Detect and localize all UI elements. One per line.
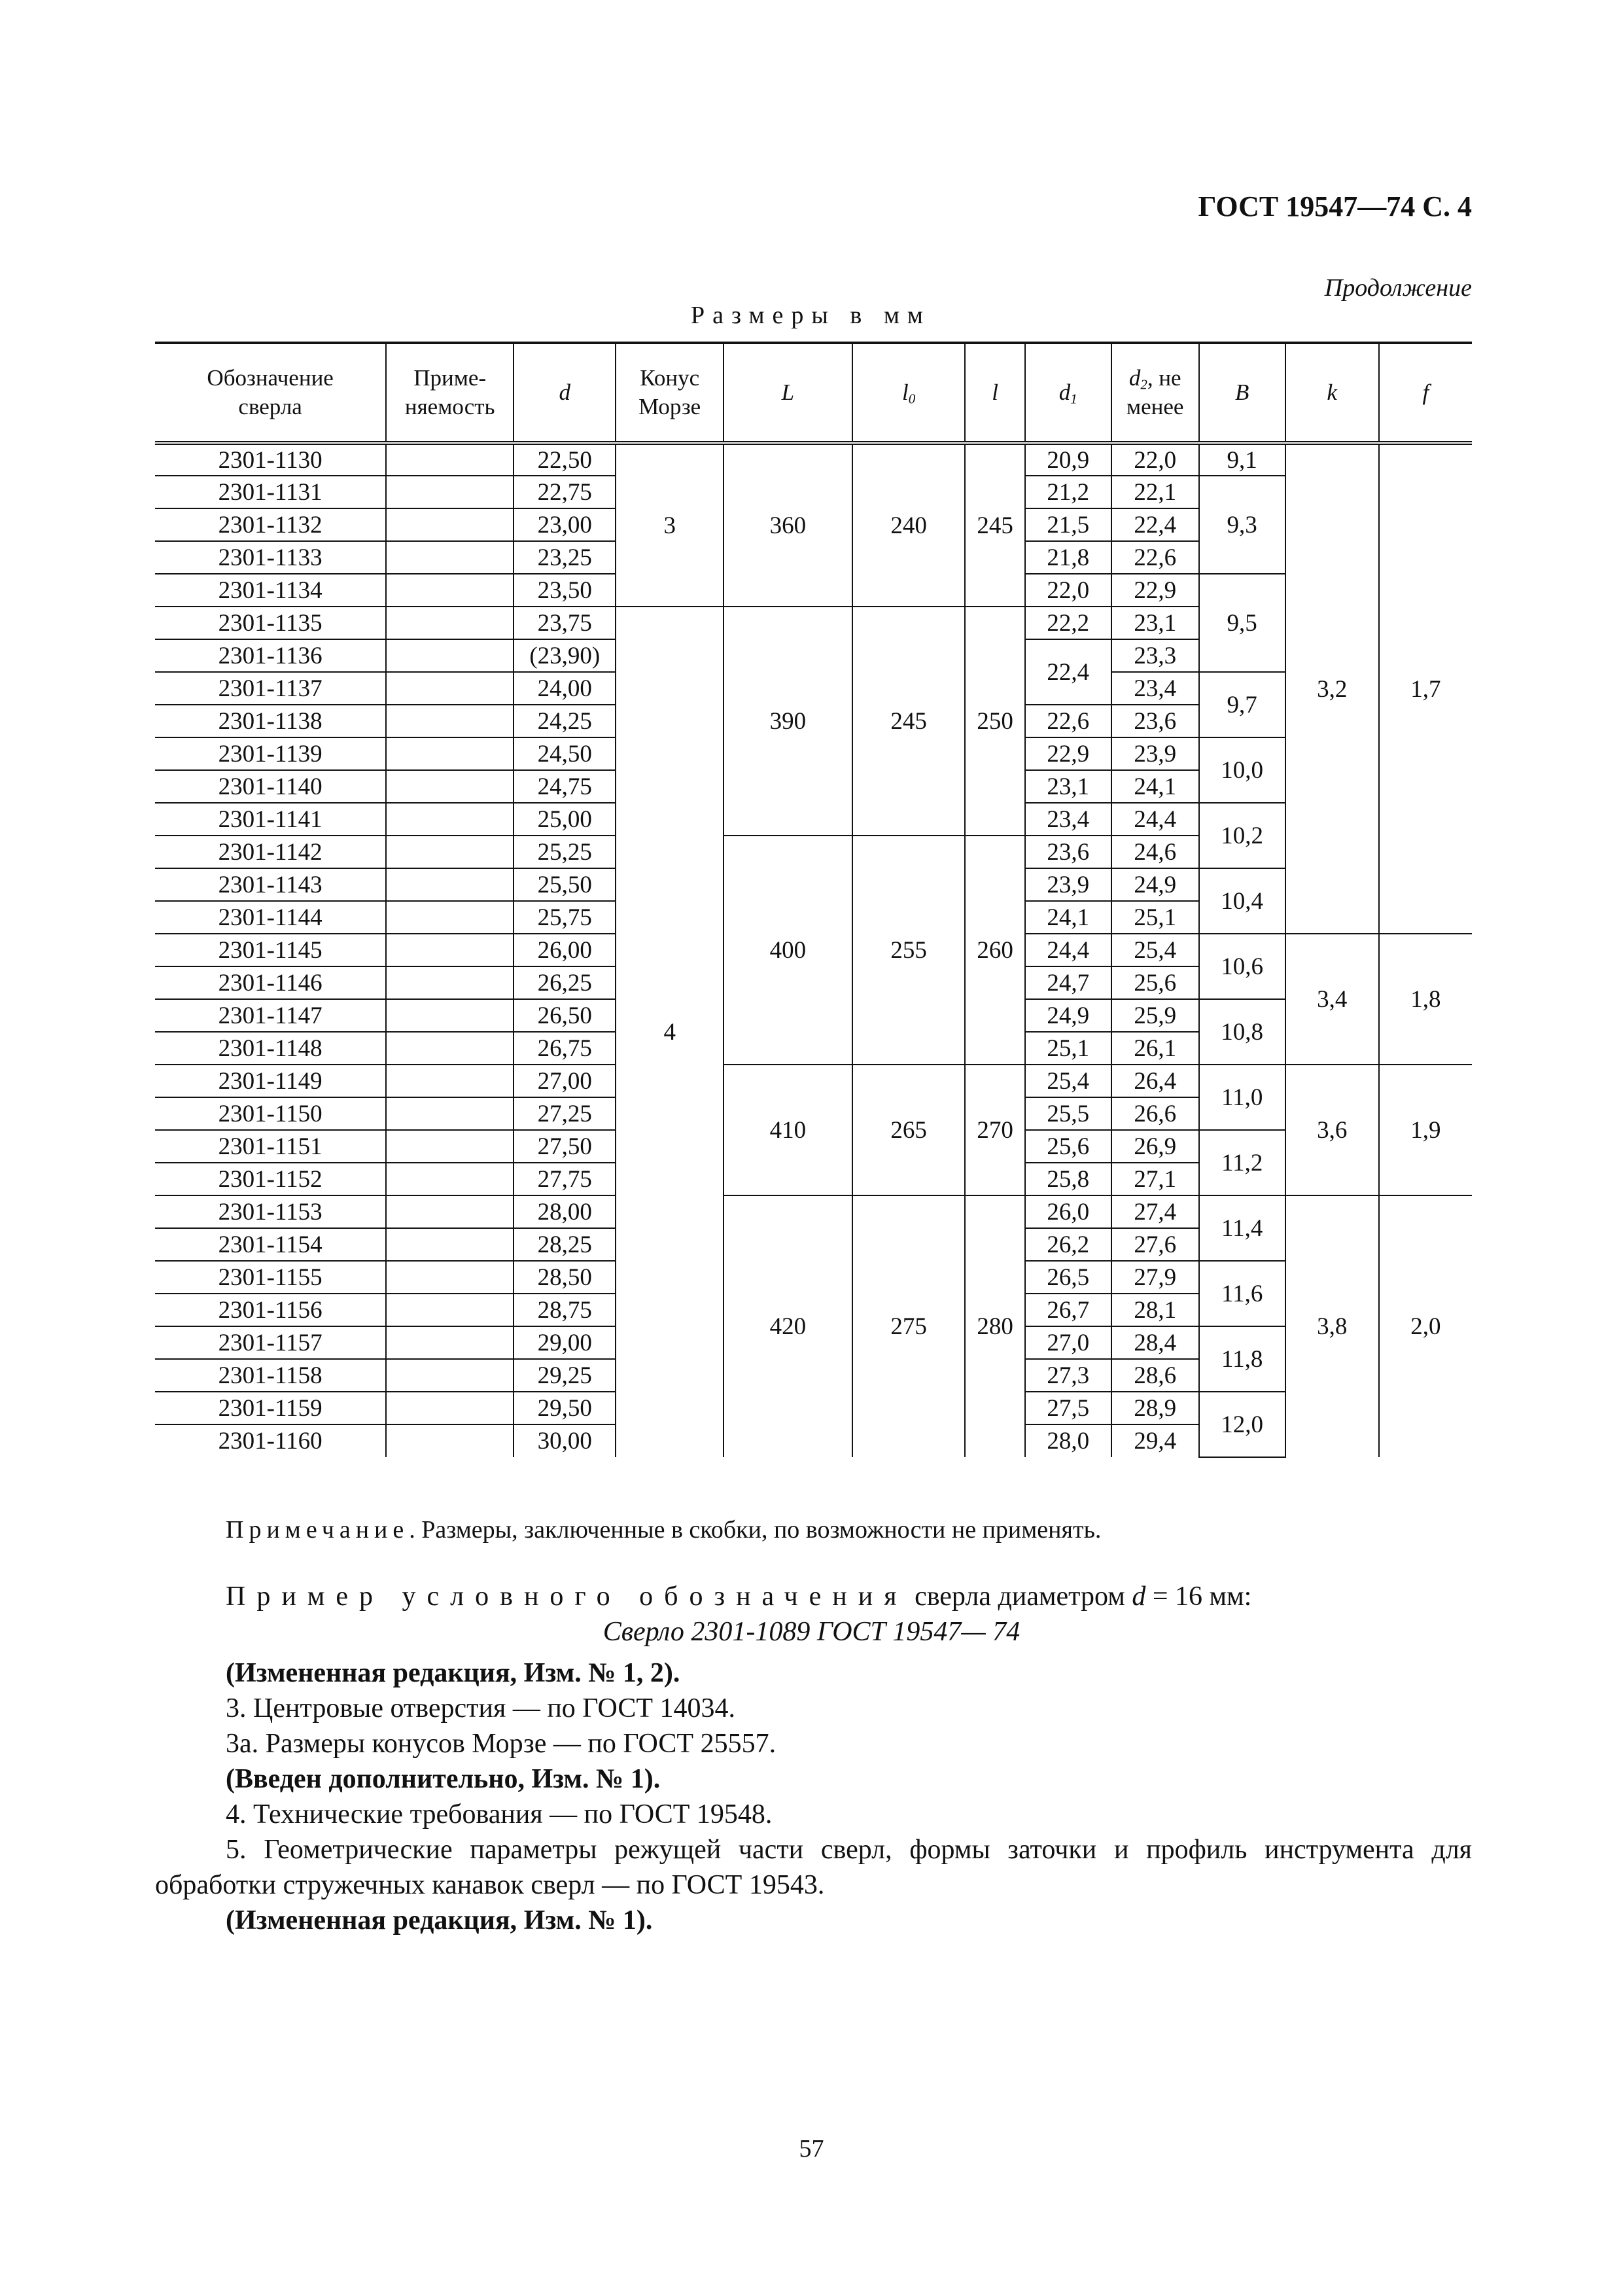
cell-l0: 265 [852, 1065, 966, 1195]
cell-designation: 2301-1152 [155, 1163, 386, 1195]
cell-d2: 27,9 [1111, 1261, 1199, 1294]
cell-d: 24,25 [514, 705, 616, 737]
cell-l: 245 [965, 443, 1024, 607]
cell-d: 27,50 [514, 1130, 616, 1163]
cell-k: 3,4 [1285, 934, 1379, 1065]
cell-d: 27,75 [514, 1163, 616, 1195]
header-f: f [1379, 343, 1472, 443]
cell-d: (23,90) [514, 639, 616, 672]
cell-d2: 22,1 [1111, 476, 1199, 508]
cell-designation: 2301-1136 [155, 639, 386, 672]
cell-d2: 22,9 [1111, 574, 1199, 607]
cell-d2: 28,6 [1111, 1359, 1199, 1392]
cell-l0: 240 [852, 443, 966, 607]
cell-d2: 27,6 [1111, 1228, 1199, 1261]
cell-designation: 2301-1137 [155, 672, 386, 705]
cell-d1: 23,6 [1025, 836, 1111, 868]
cell-B: 11,2 [1199, 1130, 1285, 1195]
cell-d2: 23,9 [1111, 737, 1199, 770]
cell-d1: 22,2 [1025, 607, 1111, 639]
amendment-note-2: (Измененная редакция, Изм. № 1). [226, 1905, 653, 1935]
cell-d2: 25,6 [1111, 966, 1199, 999]
cell-d1: 20,9 [1025, 443, 1111, 476]
cell-d: 26,50 [514, 999, 616, 1032]
cell-designation: 2301-1151 [155, 1130, 386, 1163]
cell-morse: 4 [616, 607, 723, 1457]
cell-applicability [386, 1261, 514, 1294]
cell-designation: 2301-1160 [218, 1428, 323, 1455]
cell-d1: 26,7 [1025, 1294, 1111, 1326]
cell-k: 3,2 [1285, 443, 1379, 934]
cell-f: 1,9 [1379, 1065, 1472, 1195]
cell-applicability [386, 1424, 514, 1457]
cell-designation: 2301-1158 [155, 1359, 386, 1392]
cell-d2: 27,4 [1111, 1195, 1199, 1228]
cell-applicability [386, 966, 514, 999]
cell-designation: 2301-1141 [155, 803, 386, 836]
table-row [155, 443, 1472, 476]
drill-dimensions-table [155, 342, 1472, 1458]
cell-d2: 26,9 [1111, 1130, 1199, 1163]
header-d: d [514, 343, 616, 443]
cell-d2: 24,4 [1111, 803, 1199, 836]
cell-d: 26,25 [514, 966, 616, 999]
cell-d2: 26,6 [1111, 1097, 1199, 1130]
cell-applicability [386, 1065, 514, 1097]
cell-d: 23,75 [514, 607, 616, 639]
center-holes-item: 3. Центровые отверстия — по ГОСТ 14034. [226, 1693, 736, 1723]
cell-k: 3,6 [1285, 1065, 1379, 1195]
cell-designation: 2301-1159 [155, 1392, 386, 1424]
cell-B: 9,1 [1199, 443, 1285, 476]
cell-d1: 22,6 [1025, 705, 1111, 737]
cell-d2: 24,1 [1111, 770, 1199, 803]
cell-d2: 23,3 [1111, 639, 1199, 672]
cell-designation: 2301-1145 [155, 934, 386, 966]
cell-d1: 21,5 [1025, 508, 1111, 541]
cell-d1: 23,1 [1025, 770, 1111, 803]
cell-d: 22,50 [514, 443, 616, 476]
cell-L: 420 [724, 1195, 852, 1457]
cell-d: 25,50 [514, 868, 616, 901]
cell-designation: 2301-1139 [155, 737, 386, 770]
cell-d1: 27,3 [1025, 1359, 1111, 1392]
cell-L: 400 [724, 836, 852, 1065]
cell-d1: 23,4 [1025, 803, 1111, 836]
added-note: (Введен дополнительно, Изм. № 1). [226, 1764, 661, 1794]
cell-l0: 255 [852, 836, 966, 1065]
cell-B: 9,3 [1199, 476, 1285, 574]
cell-l0: 275 [852, 1195, 966, 1457]
cell-d1: 22,4 [1025, 639, 1111, 705]
cell-L: 360 [724, 443, 852, 607]
cell-d2: 23,1 [1111, 607, 1199, 639]
cell-designation: 2301-1147 [155, 999, 386, 1032]
table-row [155, 1065, 1472, 1097]
cell-l: 270 [965, 1065, 1024, 1195]
cell-l: 260 [965, 836, 1024, 1065]
header-designation: Обозначение сверла [155, 343, 386, 443]
cell-B: 12,0 [1199, 1392, 1285, 1457]
amendment-note: (Измененная редакция, Изм. № 1, 2). [226, 1658, 680, 1688]
cell-d1: 22,0 [1025, 574, 1111, 607]
cell-designation: 2301-1150 [155, 1097, 386, 1130]
cell-d: 23,00 [514, 508, 616, 541]
cell-B: 9,7 [1199, 672, 1285, 737]
cell-L: 410 [724, 1065, 852, 1195]
cell-d1: 24,7 [1025, 966, 1111, 999]
cell-d1: 28,0 [1025, 1424, 1111, 1457]
cell-l0: 245 [852, 607, 966, 836]
cell-f: 1,8 [1379, 934, 1472, 1065]
cell-d: 28,75 [514, 1294, 616, 1326]
header-L: L [724, 343, 852, 443]
header-applicability: Приме- няемость [386, 343, 514, 443]
header-d1: $d_1$ [1025, 343, 1111, 443]
requirements-text [155, 1655, 1472, 1938]
cell-d1: 27,5 [1025, 1392, 1111, 1424]
cell-d1: 26,0 [1025, 1195, 1111, 1228]
cell-B: 11,8 [1199, 1326, 1285, 1392]
cell-applicability [386, 737, 514, 770]
cell-applicability [386, 443, 514, 476]
cell-d2: 22,4 [1111, 508, 1199, 541]
cell-d: 25,00 [514, 803, 616, 836]
cell-l: 250 [965, 607, 1024, 836]
cell-d2: 28,4 [1111, 1326, 1199, 1359]
cell-d2: 24,6 [1111, 836, 1199, 868]
cell-B: 10,8 [1199, 999, 1285, 1065]
cell-d2: 22,0 [1111, 443, 1199, 476]
header-d2: $d_2$, не менее [1111, 343, 1199, 443]
cell-designation: 2301-1143 [155, 868, 386, 901]
cell-designation: 2301-1135 [155, 607, 386, 639]
cell-k: 3,8 [1285, 1195, 1379, 1457]
cell-L: 390 [724, 607, 852, 836]
cell-d2: 26,1 [1111, 1032, 1199, 1065]
cell-d: 23,50 [514, 574, 616, 607]
cell-d2: 28,1 [1111, 1294, 1199, 1326]
cell-d1: 25,1 [1025, 1032, 1111, 1065]
cell-d: 25,25 [514, 836, 616, 868]
cell-applicability [386, 639, 514, 672]
cell-d: 24,00 [514, 672, 616, 705]
cell-d: 28,25 [514, 1228, 616, 1261]
cell-l: 280 [965, 1195, 1024, 1457]
continuation-label: Продолжение [1324, 274, 1472, 302]
header-morse-taper: Конус Морзе [616, 343, 723, 443]
table-header-row [155, 343, 1472, 443]
cell-applicability [386, 672, 514, 705]
cell-applicability [386, 476, 514, 508]
cell-d1: 26,2 [1025, 1228, 1111, 1261]
header-l0: $l_0$ [852, 343, 966, 443]
page-header: ГОСТ 19547—74 С. 4 [1198, 190, 1472, 222]
cell-applicability [386, 508, 514, 541]
cell-designation: 2301-1155 [155, 1261, 386, 1294]
cell-d1: 21,8 [1025, 541, 1111, 574]
cell-d1: 23,9 [1025, 868, 1111, 901]
cell-B: 9,5 [1199, 574, 1285, 672]
cell-applicability [386, 901, 514, 934]
cell-applicability [386, 836, 514, 868]
cell-f: 1,7 [1379, 443, 1472, 934]
cell-designation: 2301-1157 [155, 1326, 386, 1359]
table-caption: Размеры в мм [691, 302, 931, 329]
cell-d1: 25,4 [1025, 1065, 1111, 1097]
table-row [155, 1195, 1472, 1228]
cell-designation: 2301-1146 [155, 966, 386, 999]
cell-applicability [386, 574, 514, 607]
cell-designation: 2301-1130 [155, 443, 386, 476]
cell-applicability [386, 1228, 514, 1261]
cell-d2: 23,4 [1111, 672, 1199, 705]
cell-applicability [386, 1163, 514, 1195]
cell-designation: 2301-1142 [155, 836, 386, 868]
cell-f: 2,0 [1379, 1195, 1472, 1457]
cell-d: 24,75 [514, 770, 616, 803]
cell-d2: 28,9 [1111, 1392, 1199, 1424]
cell-d2: 29,4 [1111, 1424, 1199, 1457]
cell-d2: 22,6 [1111, 541, 1199, 574]
cell-B: 10,0 [1199, 737, 1285, 803]
cell-applicability [386, 934, 514, 966]
cell-applicability [386, 999, 514, 1032]
cell-applicability [386, 1392, 514, 1424]
cell-d2: 25,4 [1111, 934, 1199, 966]
technical-requirements-item: 4. Технические требования — по ГОСТ 19548. [226, 1799, 773, 1829]
table-note: Примечание. Размеры, заключенные в скобки, по возможности не применять. [226, 1516, 1102, 1544]
cell-applicability [386, 1032, 514, 1065]
cell-designation: 2301-1140 [155, 770, 386, 803]
cell-designation: 2301-1133 [155, 541, 386, 574]
cell-applicability [386, 770, 514, 803]
cell-d: 28,00 [514, 1195, 616, 1228]
cell-d: 26,75 [514, 1032, 616, 1065]
cell-d1: 24,1 [1025, 901, 1111, 934]
cell-designation: 2301-1132 [155, 508, 386, 541]
cell-applicability [386, 705, 514, 737]
cell-d: 27,25 [514, 1097, 616, 1130]
cell-designation: 2301-1154 [155, 1228, 386, 1261]
cell-applicability [386, 868, 514, 901]
header-B: B [1199, 343, 1285, 443]
cell-designation: 2301-1134 [155, 574, 386, 607]
cell-d: 23,25 [514, 541, 616, 574]
page-number: 57 [799, 2135, 824, 2163]
cell-B: 11,4 [1199, 1195, 1285, 1261]
cell-d2: 25,1 [1111, 901, 1199, 934]
header-k: k [1285, 343, 1379, 443]
cell-d1: 25,5 [1025, 1097, 1111, 1130]
cell-designation: 2301-1138 [155, 705, 386, 737]
morse-taper-item: 3а. Размеры конусов Морзе — по ГОСТ 25557. [226, 1729, 777, 1759]
cell-designation: 2301-1156 [155, 1294, 386, 1326]
cell-d: 27,00 [514, 1065, 616, 1097]
cell-designation: 2301-1131 [155, 476, 386, 508]
cell-d1: 24,4 [1025, 934, 1111, 966]
designation-example: Пример условного обозначения сверла диаметром d = 16 мм: [226, 1581, 1252, 1612]
cell-B: 10,6 [1199, 934, 1285, 999]
cell-designation: 2301-1148 [155, 1032, 386, 1065]
cell-applicability [386, 1359, 514, 1392]
cell-d1: 27,0 [1025, 1326, 1111, 1359]
cell-d: 25,75 [514, 901, 616, 934]
geometric-parameters-item: 5. Геометрические параметры режущей части сверл, формы заточки и профиль инструмента для обработки стружечных канавок сверл — по ГОСТ 19543. [155, 1835, 1472, 1900]
cell-d2: 26,4 [1111, 1065, 1199, 1097]
cell-B: 11,0 [1199, 1065, 1285, 1130]
cell-applicability [386, 1097, 514, 1130]
cell-d2: 24,9 [1111, 868, 1199, 901]
cell-applicability [386, 1326, 514, 1359]
cell-d2: 27,1 [1111, 1163, 1199, 1195]
cell-d1: 22,9 [1025, 737, 1111, 770]
cell-morse: 3 [616, 443, 723, 607]
cell-d: 28,50 [514, 1261, 616, 1294]
header-l: l [965, 343, 1024, 443]
cell-d: 30,00 [514, 1424, 616, 1457]
cell-B: 11,6 [1199, 1261, 1285, 1326]
cell-d: 22,75 [514, 476, 616, 508]
cell-B: 10,2 [1199, 803, 1285, 868]
cell-d2: 23,6 [1111, 705, 1199, 737]
cell-applicability [386, 803, 514, 836]
cell-d: 24,50 [514, 737, 616, 770]
cell-applicability [386, 541, 514, 574]
cell-d1: 25,6 [1025, 1130, 1111, 1163]
cell-d1: 25,8 [1025, 1163, 1111, 1195]
cell-applicability [386, 1130, 514, 1163]
cell-B: 10,4 [1199, 868, 1285, 934]
cell-d: 26,00 [514, 934, 616, 966]
cell-applicability [386, 607, 514, 639]
cell-d1: 26,5 [1025, 1261, 1111, 1294]
cell-d1: 24,9 [1025, 999, 1111, 1032]
cell-d: 29,25 [514, 1359, 616, 1392]
cell-d: 29,50 [514, 1392, 616, 1424]
cell-applicability [386, 1195, 514, 1228]
cell-d: 29,00 [514, 1326, 616, 1359]
designation-example-value: Сверло 2301-1089 ГОСТ 19547— 74 [602, 1617, 1021, 1647]
cell-designation: 2301-1153 [155, 1195, 386, 1228]
cell-designation: 2301-1149 [155, 1065, 386, 1097]
cell-d2: 25,9 [1111, 999, 1199, 1032]
cell-designation: 2301-1144 [155, 901, 386, 934]
cell-d1: 21,2 [1025, 476, 1111, 508]
cell-applicability [386, 1294, 514, 1326]
